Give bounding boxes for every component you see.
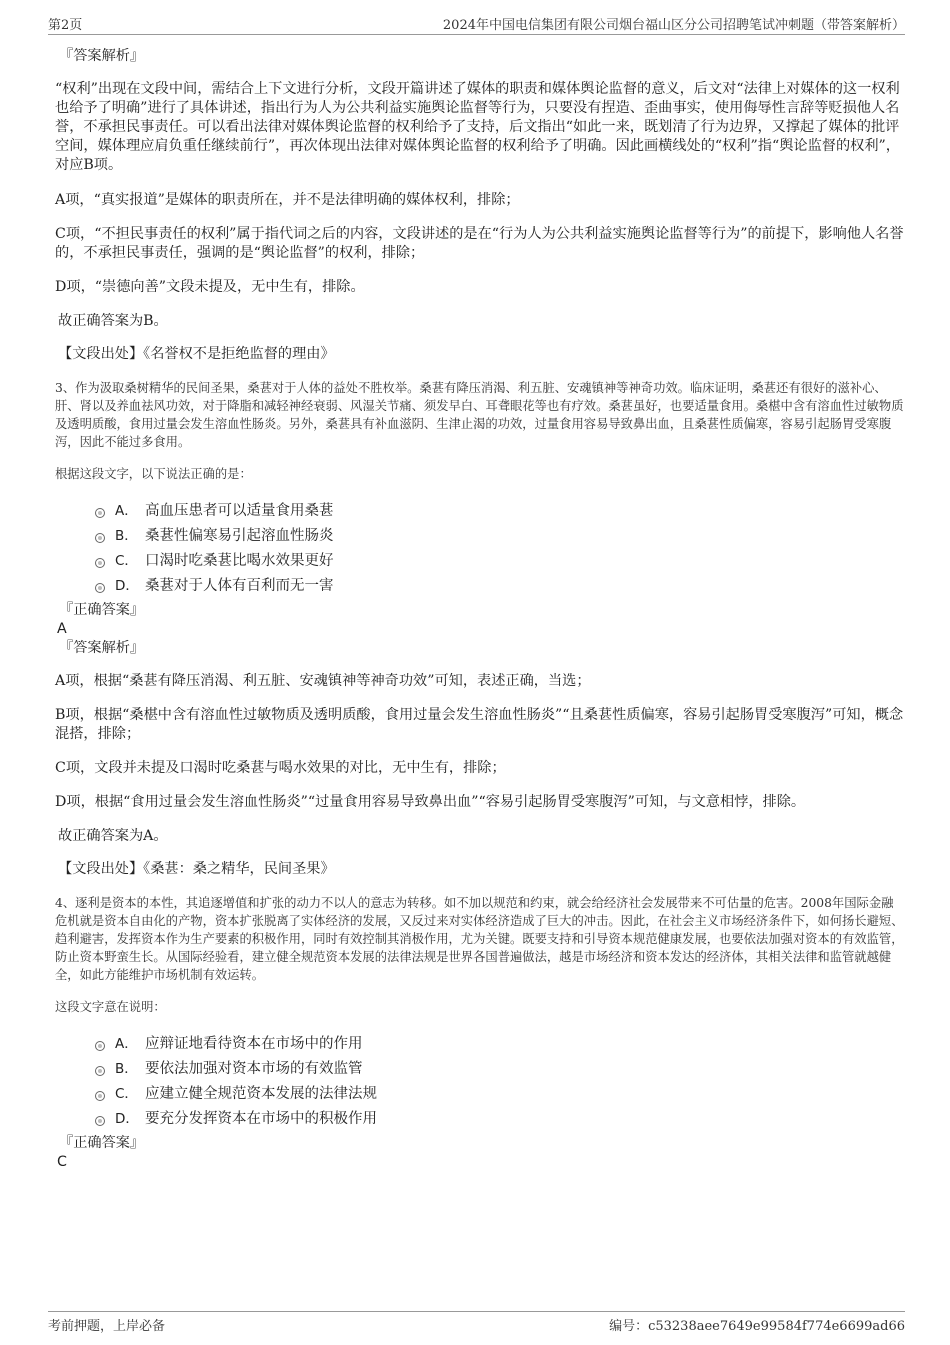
q3-analysis-label: 『答案解析』 (59, 640, 145, 656)
q4-option-c[interactable]: C． 应建立健全规范资本发展的法律法规 (95, 1082, 905, 1107)
q3-option-d[interactable]: D． 桑葚对于人体有百利而无一害 (95, 574, 905, 599)
q4-options (95, 1032, 905, 1132)
radio-icon[interactable] (95, 558, 105, 568)
q2-source: 【文段出处】《名誉权不是拒绝监督的理由》 (58, 346, 335, 362)
q3-analysis-paragraph: A项，根据“桑葚有降压消渴、利五脏、安魂镇神等神奇功效”可知，表述正确，当选； (55, 673, 591, 689)
footer-serial: 编号：c53238aee7649e99584f774e6699ad66 (609, 1319, 905, 1334)
q3-conclusion: 故正确答案为A。 (58, 828, 168, 844)
q2-analysis-paragraph: A项，“真实报道”是媒体的职责所在，并不是法律明确的媒体权利，排除； (55, 192, 520, 208)
radio-icon[interactable] (95, 1116, 105, 1126)
radio-icon[interactable] (95, 508, 105, 518)
radio-icon[interactable] (95, 1066, 105, 1076)
q4-stem: 4、逐利是资本的本性，其追逐增值和扩张的动力不以人的意志为转移。如不加以规范和约束，就会给经济社会发展带来不可估量的危害。2008年国际金融危机就是资本自由化的产物，资本扩张脱离了实体经济的发展，又反过来对实体经济造成了巨大的冲击。因此，在社会主义市场经济条件下，如何扬长避短、趋利避害，发挥资本作为生产要素的积极作用，同时有效控制其消极作用，尤为关键。既要支持和引导资本规范健康发展，也要依法加强对资本的有效监管，防止资本野蛮生长。从国际经验看，建立健全规范资本发展的法律法规是世界各国普遍做法，越是市场经济和资本发达的经济体，其相关法律和监管就越健全，如此方能维护市场机制有效运转。 (55, 896, 904, 982)
page-number: 第2页 (48, 18, 83, 33)
q3-option-a[interactable]: A． 高血压患者可以适量食用桑葚 (95, 499, 905, 524)
q4-ask: 这段文字意在说明： (55, 1000, 166, 1014)
q3-analysis-paragraph: D项，根据“食用过量会发生溶血性肠炎”“过量食用容易导致鼻出血”“容易引起肠胃受寒腹泻”可知，与文意相悖，排除。 (55, 794, 806, 810)
q3-options (95, 499, 905, 599)
q3-answer-label: 『正确答案』 (59, 602, 145, 618)
q3-ask: 根据这段文字，以下说法正确的是： (55, 467, 252, 481)
footer-slogan: 考前押题，上岸必备 (48, 1319, 166, 1334)
q2-analysis-label: 『答案解析』 (59, 48, 145, 64)
q2-analysis-paragraph: C项，“不担民事责任的权利”属于指代词之后的内容，文段讲述的是在“行为人为公共利益实施舆论监督等行为”的前提下，影响他人名誉的，不承担民事责任，强调的是“舆论监督”的权利，排除； (55, 226, 904, 261)
radio-icon[interactable] (95, 1041, 105, 1051)
q2-analysis-paragraph: D项，“崇德向善”文段未提及，无中生有，排除。 (55, 279, 365, 295)
q4-option-d[interactable]: D． 要充分发挥资本在市场中的积极作用 (95, 1107, 905, 1132)
q2-analysis-paragraph: “权利”出现在文段中间，需结合上下文进行分析，文段开篇讲述了媒体的职责和媒体舆论监督的意义，后文对“法律上对媒体的这一权利也给予了明确”进行了具体讲述，指出行为人为公共利益实施舆论监督等行为，只要没有捏造、歪曲事实，使用侮辱性言辞等贬损他人名誉，不承担民事责任。可以看出法律对媒体舆论监督的权利给予了支持，后文指出“如此一来，既划清了行为边界，又撑起了媒体的批评空间，媒体理应肩负重任继续前行”，再次体现出法律对媒体舆论监督的权利给予了明确。因此画横线处的“权利”指“舆论监督的权利”，对应B项。 (55, 81, 900, 173)
q3-option-c[interactable]: C． 口渴时吃桑葚比喝水效果更好 (95, 549, 905, 574)
page-header (48, 14, 905, 35)
q2-conclusion: 故正确答案为B。 (58, 313, 168, 329)
q3-answer: A (57, 621, 67, 637)
radio-icon[interactable] (95, 583, 105, 593)
q4-answer: C (57, 1154, 67, 1170)
q4-answer-label: 『正确答案』 (59, 1135, 145, 1151)
q3-stem: 3、作为汲取桑树精华的民间圣果，桑葚对于人体的益处不胜枚举。桑葚有降压消渴、利五脏、安魂镇神等神奇功效。临床证明，桑葚还有很好的滋补心、肝、肾以及养血祛风功效，对于降脂和减轻神经衰弱、风湿关节痛、须发早白、耳聋眼花等也有疗效。桑葚虽好，也要适量食用。桑椹中含有溶血性过敏物质及透明质酸，食用过量会发生溶血性肠炎。另外，桑葚具有补血滋阴、生津止渴的功效，过量食用容易导致鼻出血，且桑葚性质偏寒，容易引起肠胃受寒腹泻，因此不能过多食用。 (55, 381, 904, 449)
document-title: 2024年中国电信集团有限公司烟台福山区分公司招聘笔试冲刺题（带答案解析） (442, 18, 905, 33)
q3-analysis-paragraph: C项，文段并未提及口渴时吃桑葚与喝水效果的对比，无中生有，排除； (55, 760, 506, 776)
radio-icon[interactable] (95, 533, 105, 543)
page-content (55, 44, 905, 1172)
q4-option-b[interactable]: B． 要依法加强对资本市场的有效监管 (95, 1057, 905, 1082)
q3-analysis-paragraph: B项，根据“桑椹中含有溶血性过敏物质及透明质酸，食用过量会发生溶血性肠炎”“且桑葚性质偏寒，容易引起肠胃受寒腹泻”可知，概念混搭，排除； (55, 707, 904, 742)
radio-icon[interactable] (95, 1091, 105, 1101)
q4-option-a[interactable]: A． 应辩证地看待资本在市场中的作用 (95, 1032, 905, 1057)
q3-source: 【文段出处】《桑葚：桑之精华，民间圣果》 (58, 861, 335, 877)
q3-option-b[interactable]: B． 桑葚性偏寒易引起溶血性肠炎 (95, 524, 905, 549)
page-footer (48, 1311, 905, 1337)
